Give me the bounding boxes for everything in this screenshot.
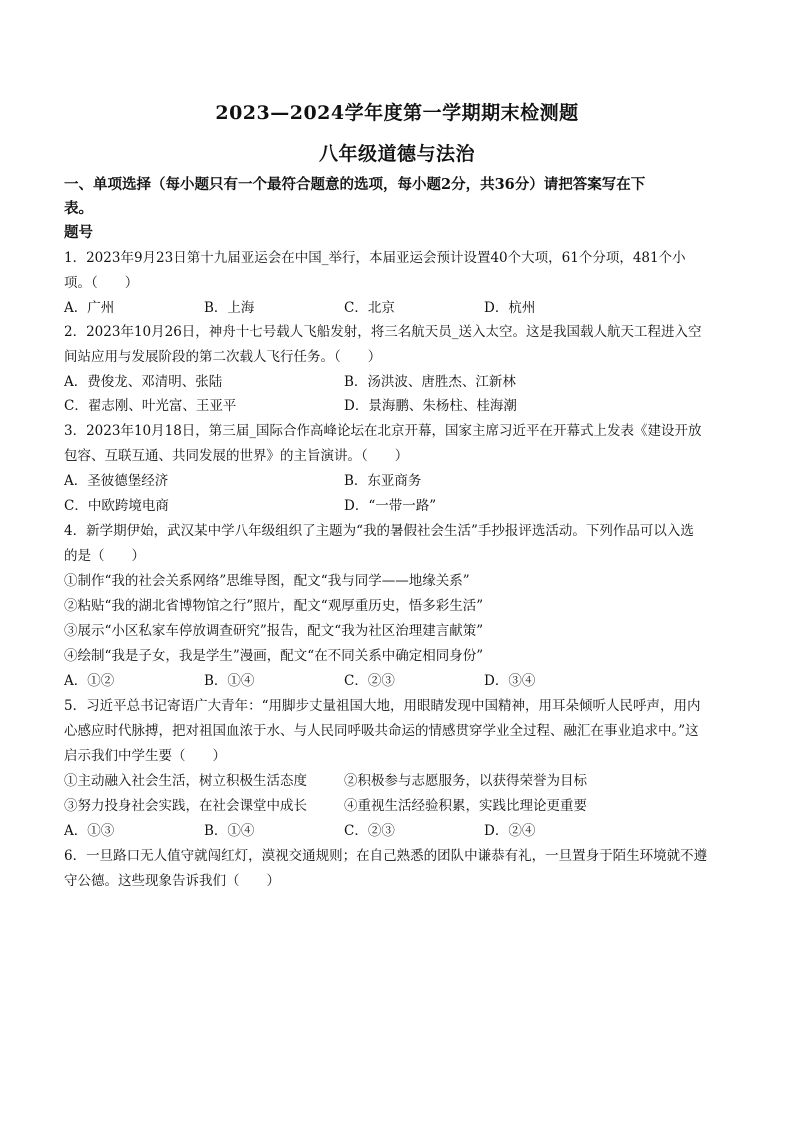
question-3-text-cont: 包容、互联互通、共同发展的世界》的主旨演讲。（ ）	[64, 448, 409, 464]
q3-option-d: D．“一带一路”	[344, 498, 437, 514]
q5-statement-1: ①主动融入社会生活，树立积极生活态度	[64, 773, 307, 789]
question-4-text-cont: 的是（ ）	[64, 548, 145, 564]
q5-option-b: B．①④	[204, 823, 255, 839]
q4-option-d: D．③④	[484, 673, 536, 689]
question-2-text: 2．2023年10月26日，神舟十七号载人飞船发射，将三名航天员_送入太空。这是我国载人航天工程进入空	[64, 324, 702, 340]
q2-option-d: D．景海鹏、朱杨柱、桂海潮	[344, 398, 517, 414]
q4-statement-3: ③展示“小区私家车停放调查研究”报告，配文“我为社区治理建言献策”	[64, 623, 484, 639]
exam-subtitle: 八年级道德与法治	[318, 143, 475, 165]
question-2-text-cont: 间站应用与发展阶段的第二次载人飞行任务。（ ）	[64, 349, 382, 365]
question-4-text: 4．新学期伊始，武汉某中学八年级组织了主题为“我的暑假社会生活”手抄报评选活动。下列作品可以入选	[64, 523, 694, 539]
q3-option-c: C．中欧跨境电商	[64, 498, 169, 514]
question-3-text: 3．2023年10月18日，第三届_国际合作高峰论坛在北京开幕，国家主席习近平在开幕式上发表《建设开放	[64, 423, 702, 439]
q1-option-c: C．北京	[344, 300, 395, 316]
q4-statement-4: ④绘制“我是子女，我是学生”漫画，配文“在不同关系中确定相同身份”	[64, 648, 484, 664]
q5-option-c: C．②③	[344, 823, 395, 839]
q5-option-d: D．②④	[484, 823, 536, 839]
question-6-text: 6．一旦路口无人值守就闯红灯，漠视交通规则；在自己熟悉的团队中谦恭有礼，一旦置身于陌生环境就不遵	[64, 848, 708, 864]
q5-statement-3: ③努力投身社会实践，在社会课堂中成长	[64, 798, 307, 814]
exam-title: 2023—2024学年度第一学期期末检测题	[215, 102, 579, 124]
question-1-text: 1．2023年9月23日第十九届亚运会在中国_举行，本届亚运会预计设置40个大项，61个分项，481个小	[64, 250, 686, 266]
question-5-text: 5．习近平总书记寄语广大青年：“用脚步丈量祖国大地，用眼睛发现中国精神，用耳朵倾听人民呼声，用内	[64, 698, 701, 714]
q1-option-d: D．杭州	[484, 300, 536, 316]
q2-option-a: A．费俊龙、邓清明、张陆	[64, 374, 223, 390]
q4-option-a: A．①②	[64, 673, 115, 689]
question-1-text-cont: 项。（ ）	[64, 275, 139, 291]
q3-option-a: A．圣彼德堡经济	[64, 473, 169, 489]
question-6-text-cont: 守公德。这些现象告诉我们（ ）	[64, 873, 280, 889]
q4-option-c: C．②③	[344, 673, 395, 689]
q1-option-b: B．上海	[204, 300, 255, 316]
q1-option-a: A．广州	[64, 300, 115, 316]
q4-statement-2: ②粘贴“我的湖北省博物馆之行”照片，配文“观厚重历史，悟多彩生活”	[64, 598, 484, 614]
answer-table-label: 题号	[64, 224, 93, 241]
q4-option-b: B．①④	[204, 673, 255, 689]
question-5-text-cont: 心感应时代脉搏，把对祖国血浓于水、与人民同呼吸共命运的情感贯穿学业全过程、融汇在事业追求中。”这	[64, 723, 699, 739]
question-5-text-cont-2: 启示我们中学生要（ ）	[64, 748, 226, 764]
section-heading-cont: 表。	[64, 200, 93, 217]
q5-option-a: A．①③	[64, 823, 115, 839]
q2-option-b: B．汤洪波、唐胜杰、江新林	[344, 374, 516, 390]
q5-statement-4: ④重视生活经验积累，实践比理论更重要	[344, 798, 587, 814]
q4-statement-1: ①制作“我的社会关系网络”思维导图，配文“我与同学——地缘关系”	[64, 573, 470, 589]
q3-option-b: B．东亚商务	[344, 473, 422, 489]
q5-statement-2: ②积极参与志愿服务，以获得荣誉为目标	[344, 773, 587, 789]
section-heading: 一、单项选择（每小题只有一个最符合题意的选项，每小题2分，共36分）请把答案写在下	[64, 176, 646, 193]
q2-option-c: C．翟志刚、叶光富、王亚平	[64, 398, 237, 414]
